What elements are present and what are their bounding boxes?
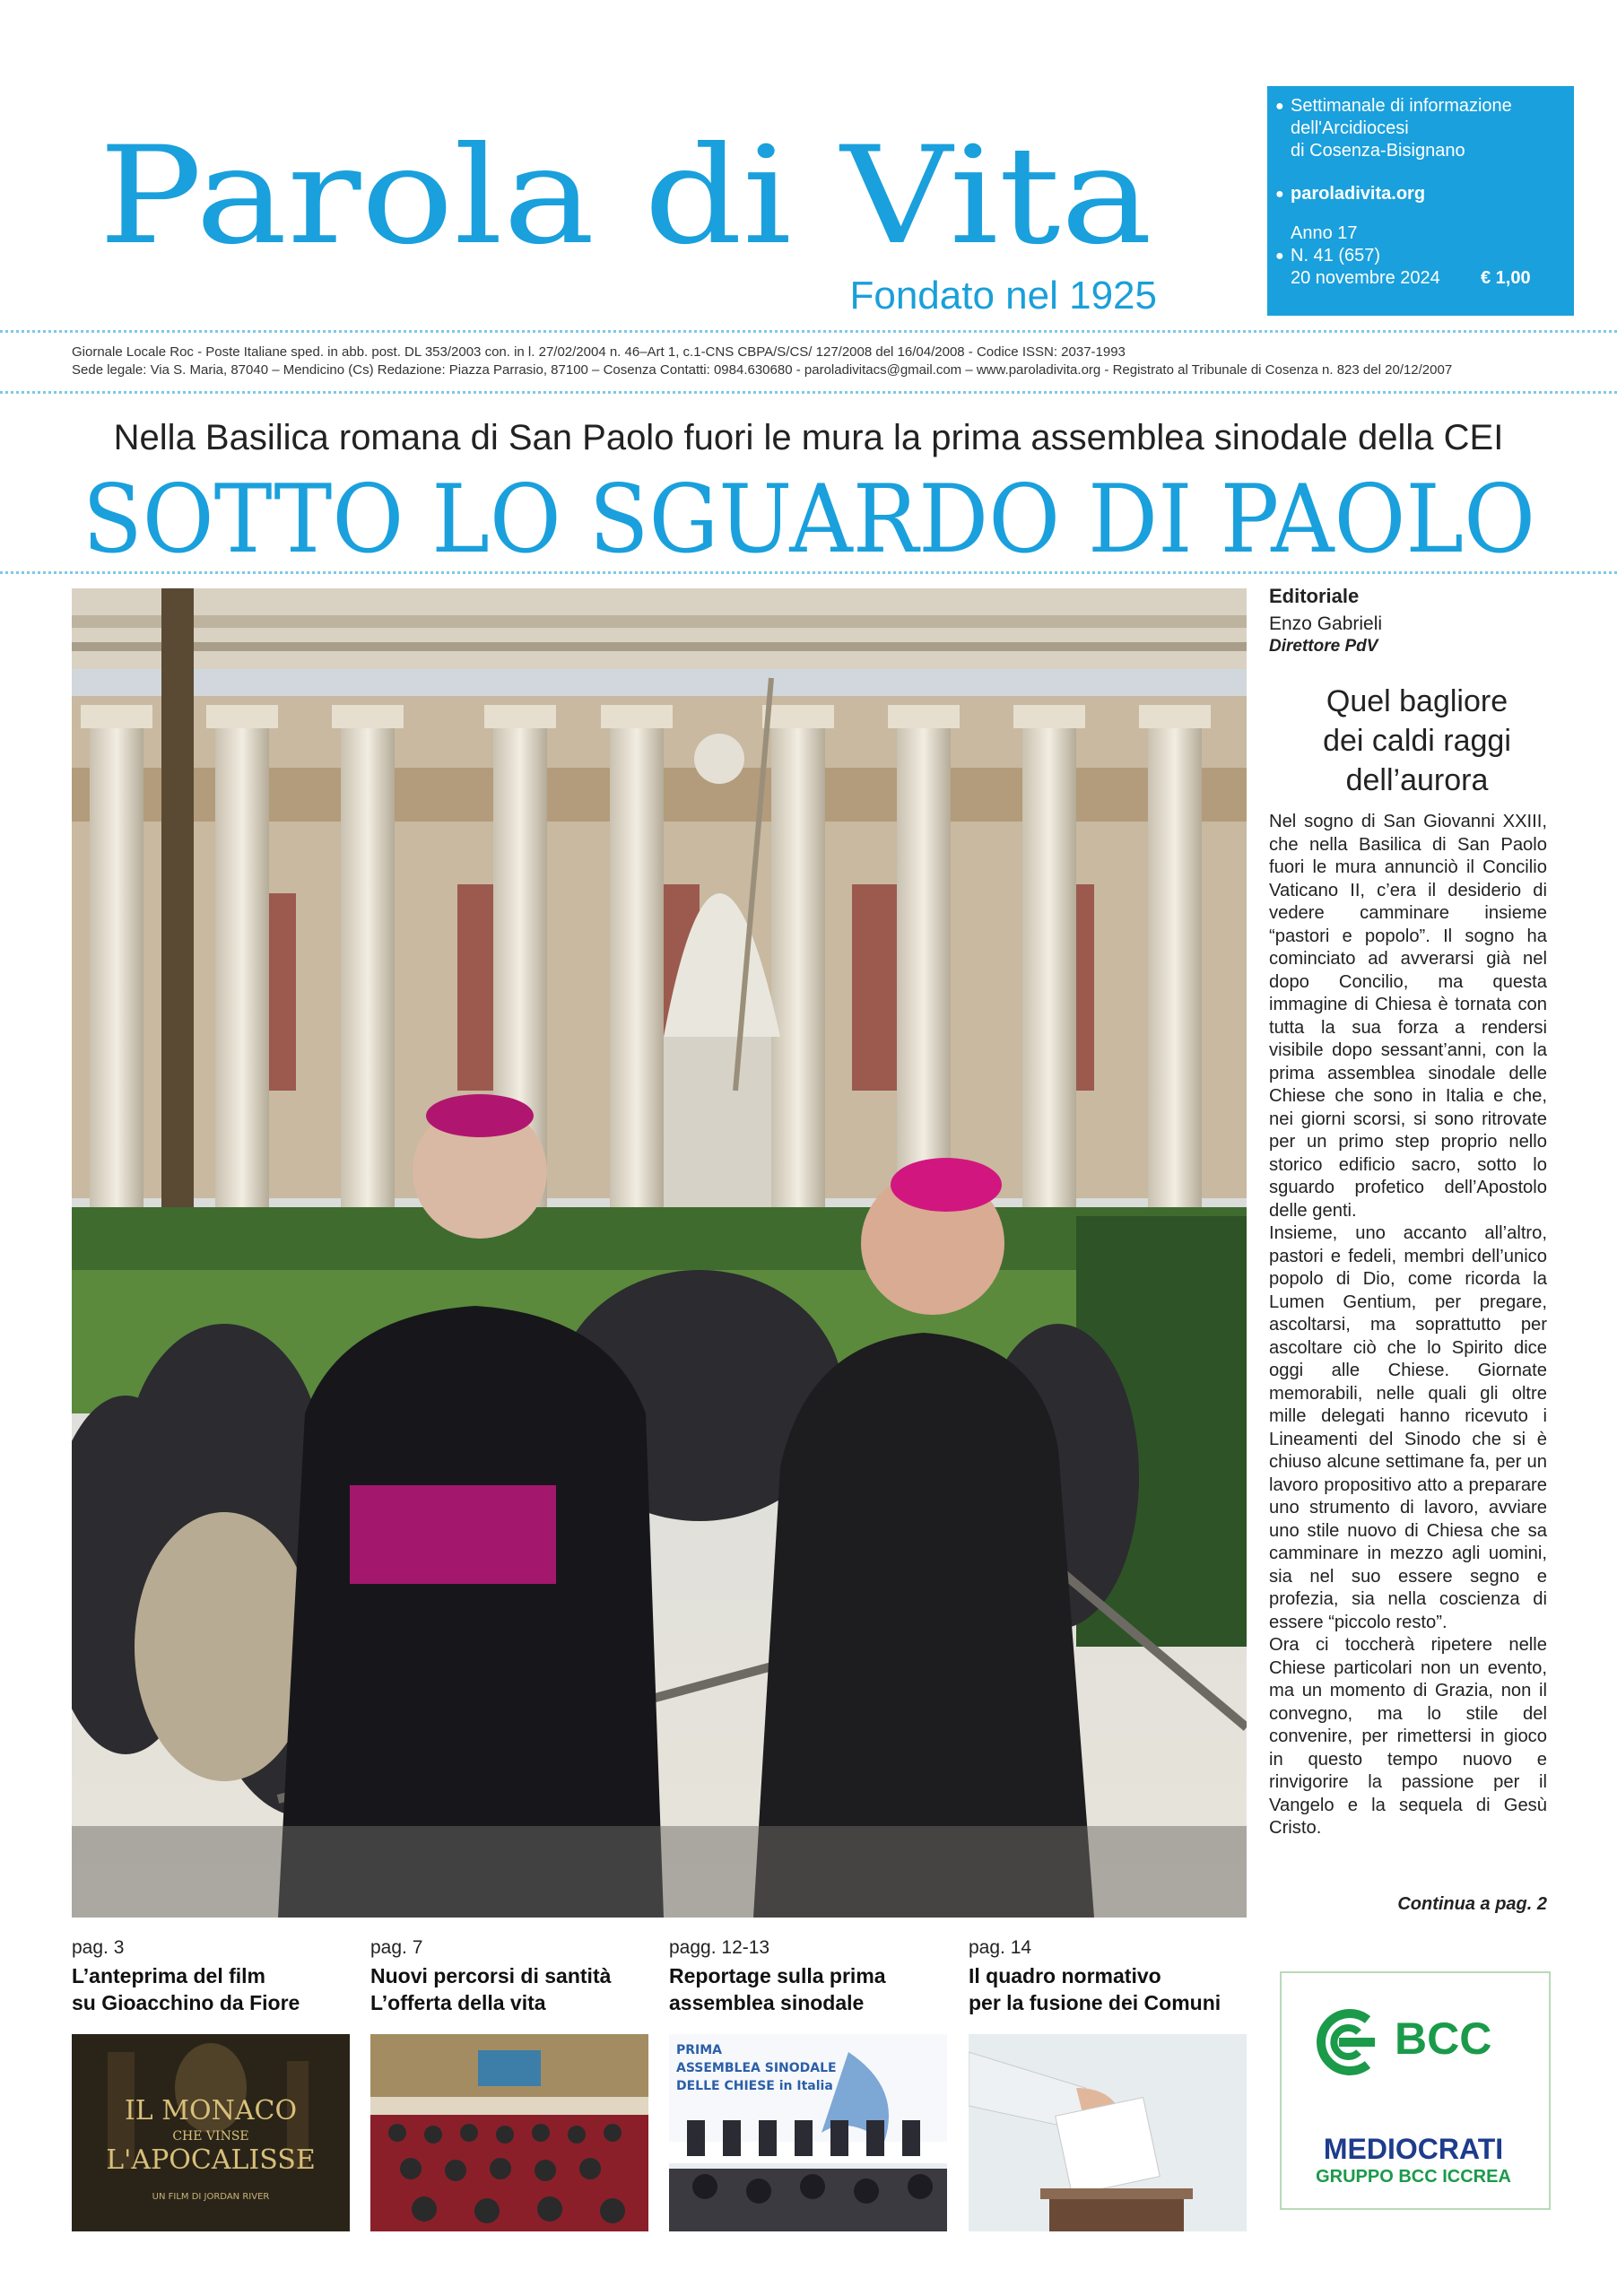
info-year: Anno 17 [1291,223,1358,243]
teaser-4-image[interactable] [969,2034,1247,2231]
teaser-title [669,1962,886,2016]
teaser-title [72,1962,300,2016]
editorial-title [1269,682,1565,800]
editorial-body [1269,811,1547,1840]
lead-headline-text: SOTTO LO SGUARDO DI PAOLO [83,466,1535,565]
teaser-page: pag. 3 [72,1937,125,1958]
teaser-page: pagg. 12-13 [669,1937,770,1958]
poster-title-1: IL MONACO [124,2095,298,2126]
teaser-title-line: L’anteprima del film [72,1964,265,1987]
poster-title-2: CHE VINSE [172,2129,249,2144]
editorial-paragraph: Nel sogno di San Giovanni XXIII, che nella Basilica di San Paolo fuori le mura annunciò il Concilio Vaticano II, c’era il desiderio di vedere camminare insieme “pastori e popolo”. Il sogno ha cominciato ad avverarsi già nel dopo Concilio, ma questa immagine di Chiesa è tornata con tutta la sua forza a rendersi visibile dopo sessant’anni, con la prima assemblea sinodale delle Chiese che sono in Italia e che, nei giorni scorsi, si sono ritrovate per un primo step proprio nello storico edificio sacro, sotto lo sguardo profetico dell’Apostolo delle genti. [1269,812,1547,1221]
founded-year: Fondato nel 1925 [849,274,1157,317]
teaser-title-line: L’offerta della vita [370,1991,546,2014]
teaser-2[interactable] [370,1937,611,2016]
masthead-title [99,63,1166,287]
bullet-icon: ● [1275,248,1284,264]
teaser-1-image[interactable] [72,2034,350,2231]
teaser-title-line: Reportage sulla prima [669,1964,886,1987]
info-website[interactable]: paroladivita.org [1291,184,1426,204]
teaser-1[interactable] [72,1937,300,2016]
teaser-page: pag. 14 [969,1937,1032,1958]
bcc-logo-icon [1305,2002,1386,2083]
banner-line-3: DELLE CHIESE in Italia [676,2079,833,2093]
bullet-icon: ● [1275,99,1284,114]
teaser-title [370,1962,611,2016]
teaser-page: pag. 7 [370,1937,423,1958]
teaser-4[interactable] [969,1937,1221,2016]
info-box [1267,86,1574,316]
teaser-2-image[interactable] [370,2034,648,2231]
divider [0,330,1617,333]
editorial-paragraph: Ora ci toccherà ripetere nelle Chiese particolari non un evento, ma un momento di Grazia, non il convegno, ma lo stile del convenire, per rimettersi in gioco in questo tempo nuovo e rinvigorire la passione per il Vangelo e la sequela di Gesù Cristo. [1269,1635,1547,1838]
teaser-title-line: per la fusione dei Comuni [969,1991,1221,2014]
main-photo [72,588,1247,1918]
teaser-title-line: su Gioacchino da Fiore [72,1991,300,2014]
teaser-3[interactable] [669,1937,886,2016]
teaser-title-line: Il quadro normativo [969,1964,1161,1987]
legal-line-1: Giornale Locale Roc - Poste Italiane sped. in abb. post. DL 353/2003 con. in l. 27/02/2004 n. 46–Art 1, c.1-CNS CBPA/S/CS/ 127/2008 del 16/04/2008 - Codice ISSN: 2037-1993 [72,344,1126,360]
info-line-2: dell'Arcidiocesi [1291,118,1409,138]
editorial-role: Direttore PdV [1269,637,1378,656]
info-date: 20 novembre 2024 [1291,268,1440,288]
lead-kicker: Nella Basilica romana di San Paolo fuori le mura la prima assemblea sinodale della CEI [113,418,1504,457]
teaser-title [969,1962,1221,2016]
info-line-3: di Cosenza-Bisignano [1291,141,1465,161]
teaser-title-line: assemblea sinodale [669,1991,865,2014]
bcc-group-name: GRUPPO BCC ICCREA [1316,2167,1511,2187]
lead-headline [0,466,1617,565]
info-issue: N. 41 (657) [1291,246,1381,265]
bcc-bank-name: MEDIOCRATI [1323,2133,1504,2165]
editorial-paragraph: Insieme, uno accanto all’altro, pastori e fedeli, membri dell’unico popolo di Dio, come ricorda la Lumen Gentium, per pregare, ascoltarsi, ma soprattutto per ascoltare ciò che lo Spirito dice oggi alle Chiese. Giornate memorabili, nelle quali gli oltre mille delegati hanno ricevuto i Lineamenti del Sinodo che si è chiuso alcune settimane fa, per un lavoro propositivo atto a preparare uno strumento di lavoro, avviare uno stile nuovo di Chiesa che sa camminare in mezzo agli uomini, sia nel suo essere segno e profezia, sia nella coscienza di essere “piccolo resto”. [1269,1223,1547,1632]
legal-line-2: Sede legale: Via S. Maria, 87040 – Mendicino (Cs) Redazione: Piazza Parrasio, 87100 – Cosenza Contatti: 0984.630680 - paroladivitacs@gmail.com – www.paroladivita.org - Registrato al Tribunale di Cosenza n. 823 del 20/12/2007 [72,362,1453,378]
editorial-title-line: Quel bagliore [1326,684,1508,718]
divider [0,571,1617,574]
info-line-1: Settimanale di informazione [1291,96,1512,116]
teaser-3-image[interactable] [669,2034,947,2231]
bcc-brand: BCC [1395,2013,1492,2064]
editorial-title-line: dell’aurora [1345,763,1489,797]
divider [0,391,1617,394]
editorial-title-line: dei caldi raggi [1323,724,1511,758]
editorial-label: Editoriale [1269,585,1360,607]
continue-link[interactable]: Continua a pag. 2 [1397,1894,1547,1914]
bullet-icon: ● [1275,187,1284,202]
banner-line-1: PRIMA [676,2043,723,2057]
info-price: € 1,00 [1481,268,1531,288]
poster-title-3: L'APOCALISSE [106,2144,316,2176]
banner-line-2: ASSEMBLEA SINODALE [676,2061,837,2075]
masthead-title-text: Parola di Vita [99,118,1152,274]
teaser-title-line: Nuovi percorsi di santità [370,1964,612,1987]
poster-credit: UN FILM DI JORDAN RIVER [152,2192,270,2202]
editorial-author: Enzo Gabrieli [1269,613,1383,634]
